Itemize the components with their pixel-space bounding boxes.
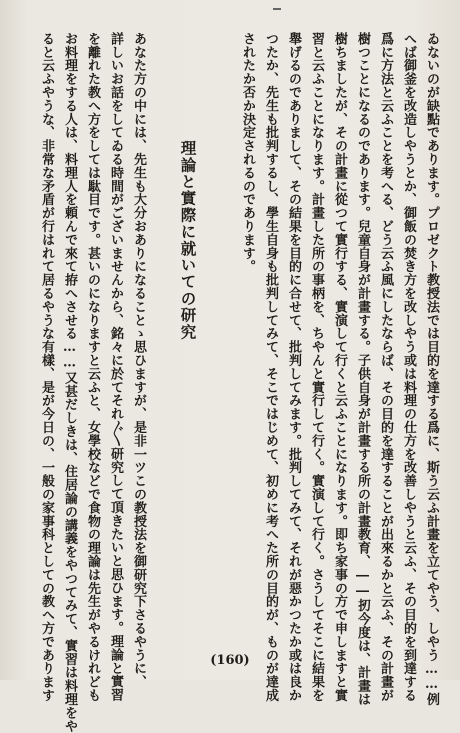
section-heading: 理論と實際に就いての研究 xyxy=(178,140,198,341)
text-column: つたか、先生も批判するし、學生自身も批判してみて、そこではじめて、初めに考へた所の目的が、ものが達成 xyxy=(263,32,278,702)
page-number: (160) xyxy=(210,653,250,668)
text-column: あなた方の中には、先生も大分おありになることゝ思ひますが、是非一ツこの教授法を御研究下さるやうに、 xyxy=(131,32,146,689)
text-column: されたか否か決定されるのであります。 xyxy=(240,32,255,274)
text-column: 樹つことになるのであります。兒童自身が計畫する。子供自身が計畫する所の計畫教育、――扨今度は、計畫は xyxy=(355,32,370,706)
text-column: 詳しいお話をしてゐる時間がございませんから、銘々に於てそれ〴〵研究して頂きたいと思ひます。理論と實習 xyxy=(108,32,123,702)
text-column: ると云ふやうな、非常な矛盾が行はれて居るやうな有樣、是が今日の、一般の家事科としての教へ方であります xyxy=(39,32,54,702)
text-column: 樹ちましたが、その計畫に從つて實行する、實演して行くと云ふことになります。即ち家事の方で申しますと實 xyxy=(332,32,347,702)
text-column: ゐないのが缺點であります。プロゼクト教授法では目的を達する爲に、斯う云ふ計畫を立てやう、しやう……例 xyxy=(424,32,439,706)
text-column: へば御釜を改造しやうとか、御飯の焚き方を改しやう或は料理の仕方を改善しやうと云ふ、その目的を到達する xyxy=(401,32,416,702)
text-column: 習と云ふことになります。計畫した所の事柄を、ちやんと實行して行く。實演して行く。さうしてそこに結果を xyxy=(309,32,324,702)
text-column: お料理をする人は、料理人を頼んで來て拵へさせる……又甚だしきは、住居論の講義をやつてみて、實習は料理をや xyxy=(62,32,77,733)
top-mark xyxy=(273,8,281,10)
text-column: を離れた教へ方をしては駄目です。甚いのになりますと云ふと、女學校などで食物の理論は先生がやるけれども xyxy=(85,32,100,702)
text-column: 爲に方法と云ふことを考へる、どう云ふ風にしたならば、その目的を達することが出來るかと云ふ、その計畫が xyxy=(378,32,393,702)
text-column: 舉げるのでありまして、その結果を目的に合せて、批判してみます。批判してみて、それが惡かつたか或は良か xyxy=(286,32,301,702)
